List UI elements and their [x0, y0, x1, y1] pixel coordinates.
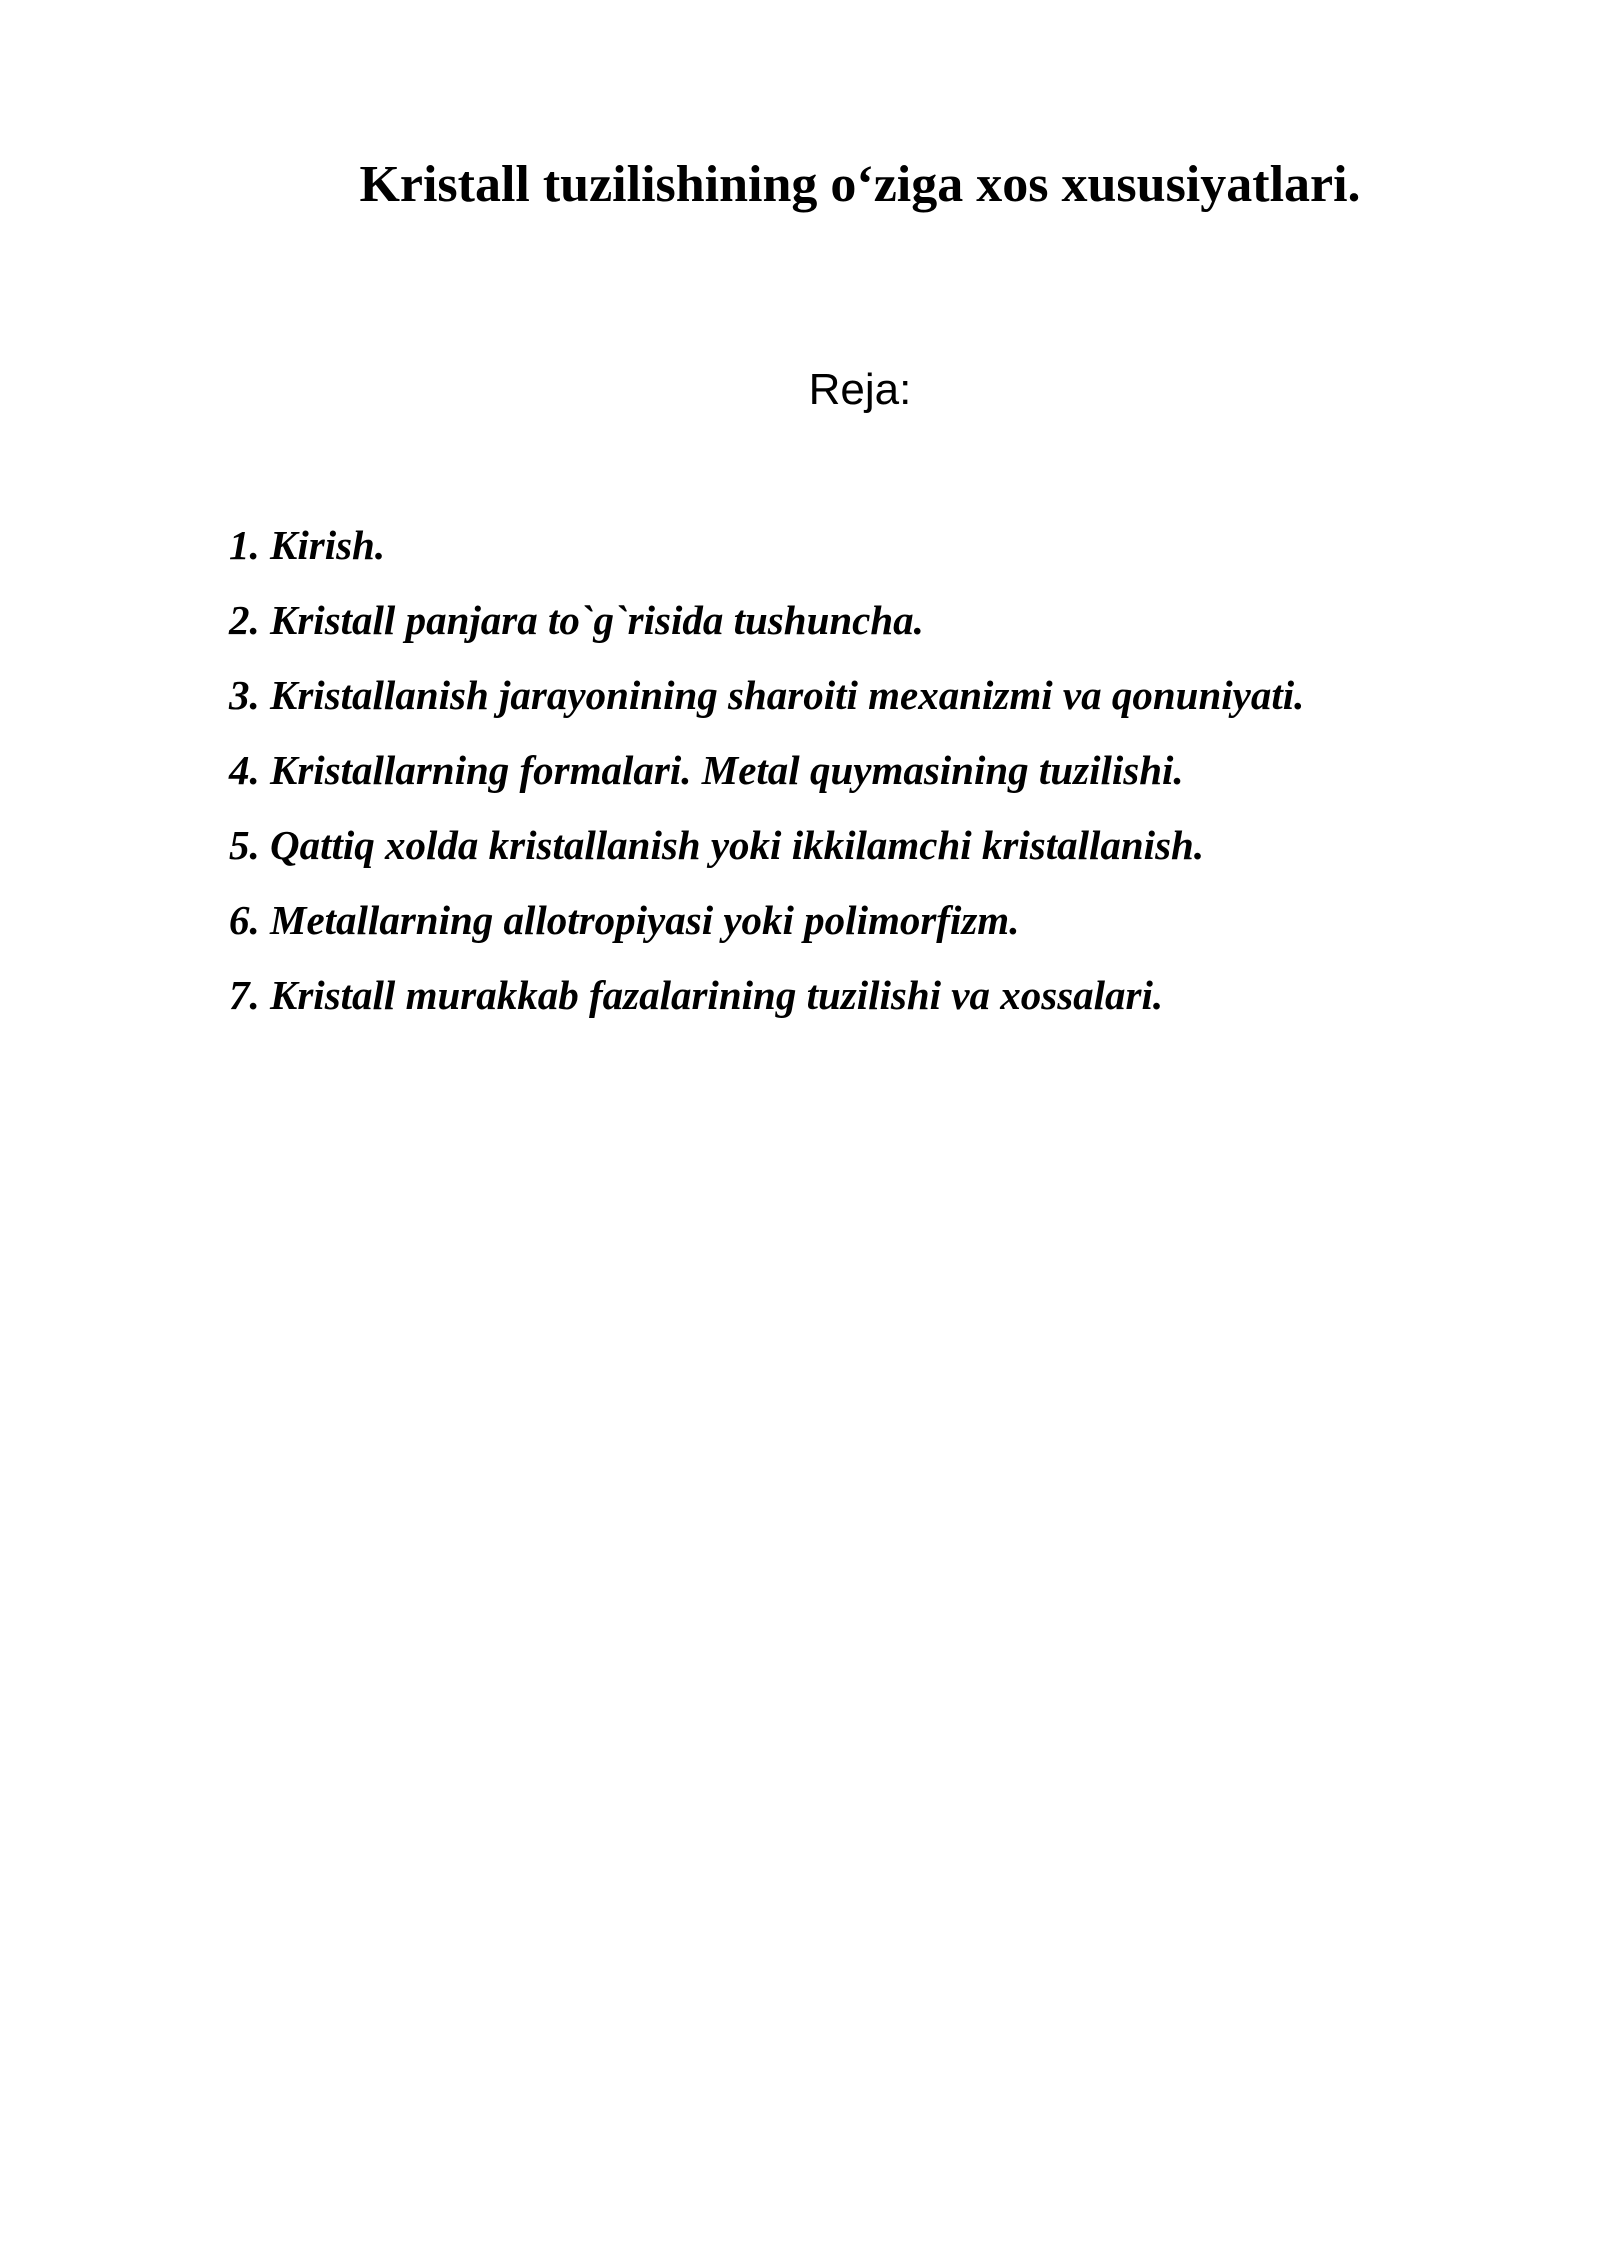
document-title: Kristall tuzilishining o‘ziga xos xususiyatlari. — [359, 156, 1361, 213]
plan-item: 6. Metallarning allotropiyasi yoki polimorfizm. — [229, 897, 1020, 943]
plan-item: 4. Kristallarning formalari. Metal quymasining tuzilishi. — [229, 747, 1184, 793]
plan-heading: Reja: — [808, 365, 912, 414]
plan-item: 1. Kirish. — [229, 522, 386, 568]
plan-item: 3. Kristallanish jarayonining sharoiti mexanizmi va qonuniyati. — [229, 672, 1305, 718]
plan-item: 5. Qattiq xolda kristallanish yoki ikkilamchi kristallanish. — [229, 822, 1205, 868]
plan-item: 7. Kristall murakkab fazalarining tuzilishi va xossalari. — [229, 972, 1164, 1018]
plan-list — [229, 508, 1304, 1033]
plan-item: 2. Kristall panjara to`g`risida tushuncha. — [229, 597, 924, 643]
